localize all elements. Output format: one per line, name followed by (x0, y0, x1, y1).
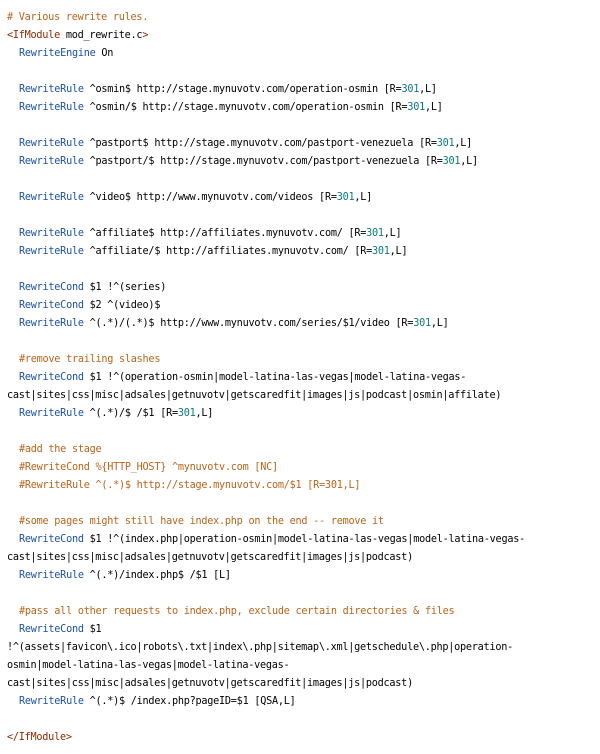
directive-args: $1 !^(index.php|operation-osmin|model-latina-las-vegas|model-latina-vegas- (83, 534, 525, 545)
code-line (7, 603, 595, 621)
status-code: 301 (177, 408, 196, 419)
code-line (7, 513, 595, 531)
directive-keyword: RewriteRule (19, 408, 84, 419)
directive-keyword: RewriteRule (19, 228, 84, 239)
code-line (7, 621, 595, 639)
directive-flags: ,L] (430, 318, 449, 329)
code-line (7, 405, 595, 423)
blank-line (7, 117, 595, 135)
code-line-wrapped (7, 657, 595, 675)
directive-args: ^osmin/$ http://stage.mynuvotv.com/operation-osmin [R= (83, 102, 408, 113)
directive-keyword: RewriteRule (19, 102, 84, 113)
directive-args: On (95, 48, 114, 59)
directive-keyword: RewriteCond (19, 534, 84, 545)
directive-args: $2 ^(video)$ (83, 300, 161, 311)
tag-close: > (142, 30, 149, 41)
code-line (7, 567, 595, 585)
code-line (7, 189, 595, 207)
comment-text: #pass all other requests to index.php, exclude certain directories & files (19, 606, 455, 617)
blank-line (7, 495, 595, 513)
directive-keyword: RewriteRule (19, 318, 84, 329)
status-code: 301 (407, 102, 425, 113)
directive-args: !^(assets|favicon\.ico|robots\.txt|index\.php|sitemap\.xml|getschedule\.php|operation- (7, 642, 513, 653)
directive-keyword: RewriteRule (19, 570, 84, 581)
directive-args: $1 (83, 624, 102, 635)
directive-args: $1 !^(series) (83, 282, 167, 293)
blank-line (7, 423, 595, 441)
code-line (7, 693, 595, 711)
code-line (7, 369, 595, 387)
status-code: 301 (372, 246, 390, 257)
code-line (7, 81, 595, 99)
code-line-wrapped (7, 549, 595, 567)
directive-keyword: RewriteRule (19, 138, 84, 149)
status-code: 301 (401, 84, 420, 95)
code-line (7, 45, 595, 63)
code-line (7, 459, 595, 477)
directive-keyword: RewriteCond (19, 624, 84, 635)
directive-keyword: RewriteCond (19, 300, 84, 311)
tag-argument: mod_rewrite.c (59, 30, 143, 41)
code-line-wrapped (7, 639, 595, 657)
code-line (7, 297, 595, 315)
directive-flags: ,L] (195, 408, 214, 419)
directive-args: ^osmin$ http://stage.mynuvotv.com/operation-osmin [R= (83, 84, 402, 95)
directive-flags: ,L] (389, 246, 408, 257)
comment-text: #some pages might still have index.php on the end -- remove it (19, 516, 384, 527)
comment-text: #add the stage (19, 444, 102, 455)
blank-line (7, 171, 595, 189)
code-line (7, 441, 595, 459)
directive-keyword: RewriteCond (19, 282, 84, 293)
blank-line (7, 207, 595, 225)
code-line (7, 99, 595, 117)
directive-args: ^pastport/$ http://stage.mynuvotv.com/pastport-venezuela [R= (83, 156, 443, 167)
directive-keyword: RewriteRule (19, 84, 84, 95)
code-line (7, 477, 595, 495)
tag-open: <IfModule (7, 30, 60, 41)
directive-keyword: RewriteCond (19, 372, 84, 383)
directive-args: $1 !^(operation-osmin|model-latina-las-vegas|model-latina-vegas- (83, 372, 467, 383)
code-line (7, 531, 595, 549)
code-line (7, 135, 595, 153)
status-code: 301 (442, 156, 461, 167)
blank-line (7, 63, 595, 81)
tag-close: > (65, 732, 72, 743)
directive-keyword: RewriteRule (19, 246, 84, 257)
directive-args: ^(.*)/$ /$1 [R= (83, 408, 178, 419)
directive-keyword: RewriteRule (19, 156, 84, 167)
directive-flags: ,L] (383, 228, 402, 239)
code-line (7, 27, 595, 45)
directive-flags: ,L] (424, 102, 443, 113)
directive-args: ^(.*)$ /index.php?pageID=$1 [QSA,L] (83, 696, 296, 707)
code-line (7, 351, 595, 369)
code-line-wrapped (7, 675, 595, 693)
status-code: 301 (436, 138, 455, 149)
directive-args: ^pastport$ http://stage.mynuvotv.com/pastport-venezuela [R= (83, 138, 437, 149)
directive-flags: ,L] (460, 156, 478, 167)
code-line (7, 153, 595, 171)
status-code: 301 (413, 318, 431, 329)
status-code: 301 (366, 228, 384, 239)
comment-text: # Various rewrite rules. (7, 12, 149, 23)
directive-args: cast|sites|css|misc|adsales|getnuvotv|getscaredfit|images|js|podcast) (7, 552, 413, 563)
code-line-wrapped (7, 387, 595, 405)
directive-args: ^video$ http://www.mynuvotv.com/videos [R= (83, 192, 337, 203)
blank-line (7, 585, 595, 603)
blank-line (7, 711, 595, 729)
code-line (7, 279, 595, 297)
tag-open: </IfModule (7, 732, 66, 743)
directive-keyword: RewriteRule (19, 696, 84, 707)
comment-text: #remove trailing slashes (19, 354, 161, 365)
code-line (7, 729, 595, 747)
directive-args: ^affiliate$ http://affiliates.mynuvotv.com/ [R= (83, 228, 367, 239)
directive-flags: ,L] (419, 84, 437, 95)
directive-flags: ,L] (454, 138, 473, 149)
code-line (7, 225, 595, 243)
directive-args: cast|sites|css|misc|adsales|getnuvotv|getscaredfit|images|js|podcast|osmin|affilate) (7, 390, 502, 401)
code-block (7, 9, 595, 747)
directive-args: ^(.*)/(.*)$ http://www.mynuvotv.com/series/$1/video [R= (83, 318, 414, 329)
directive-keyword: RewriteRule (19, 192, 84, 203)
code-line (7, 243, 595, 261)
directive-flags: ,L] (354, 192, 373, 203)
blank-line (7, 333, 595, 351)
status-code: 301 (336, 192, 355, 203)
directive-args: ^(.*)/index.php$ /$1 [L] (83, 570, 231, 581)
directive-keyword: RewriteEngine (19, 48, 96, 59)
code-line (7, 9, 595, 27)
code-line (7, 315, 595, 333)
blank-line (7, 261, 595, 279)
comment-text: #RewriteCond %{HTTP_HOST} ^mynuvotv.com [NC] (19, 462, 278, 473)
directive-args: cast|sites|css|misc|adsales|getnuvotv|getscaredfit|images|js|podcast) (7, 678, 413, 689)
directive-args: ^affiliate/$ http://affiliates.mynuvotv.com/ [R= (83, 246, 373, 257)
directive-args: osmin|model-latina-las-vegas|model-latina-vegas- (7, 660, 290, 671)
comment-text: #RewriteRule ^(.*)$ http://stage.mynuvotv.com/$1 [R=301,L] (19, 480, 361, 491)
